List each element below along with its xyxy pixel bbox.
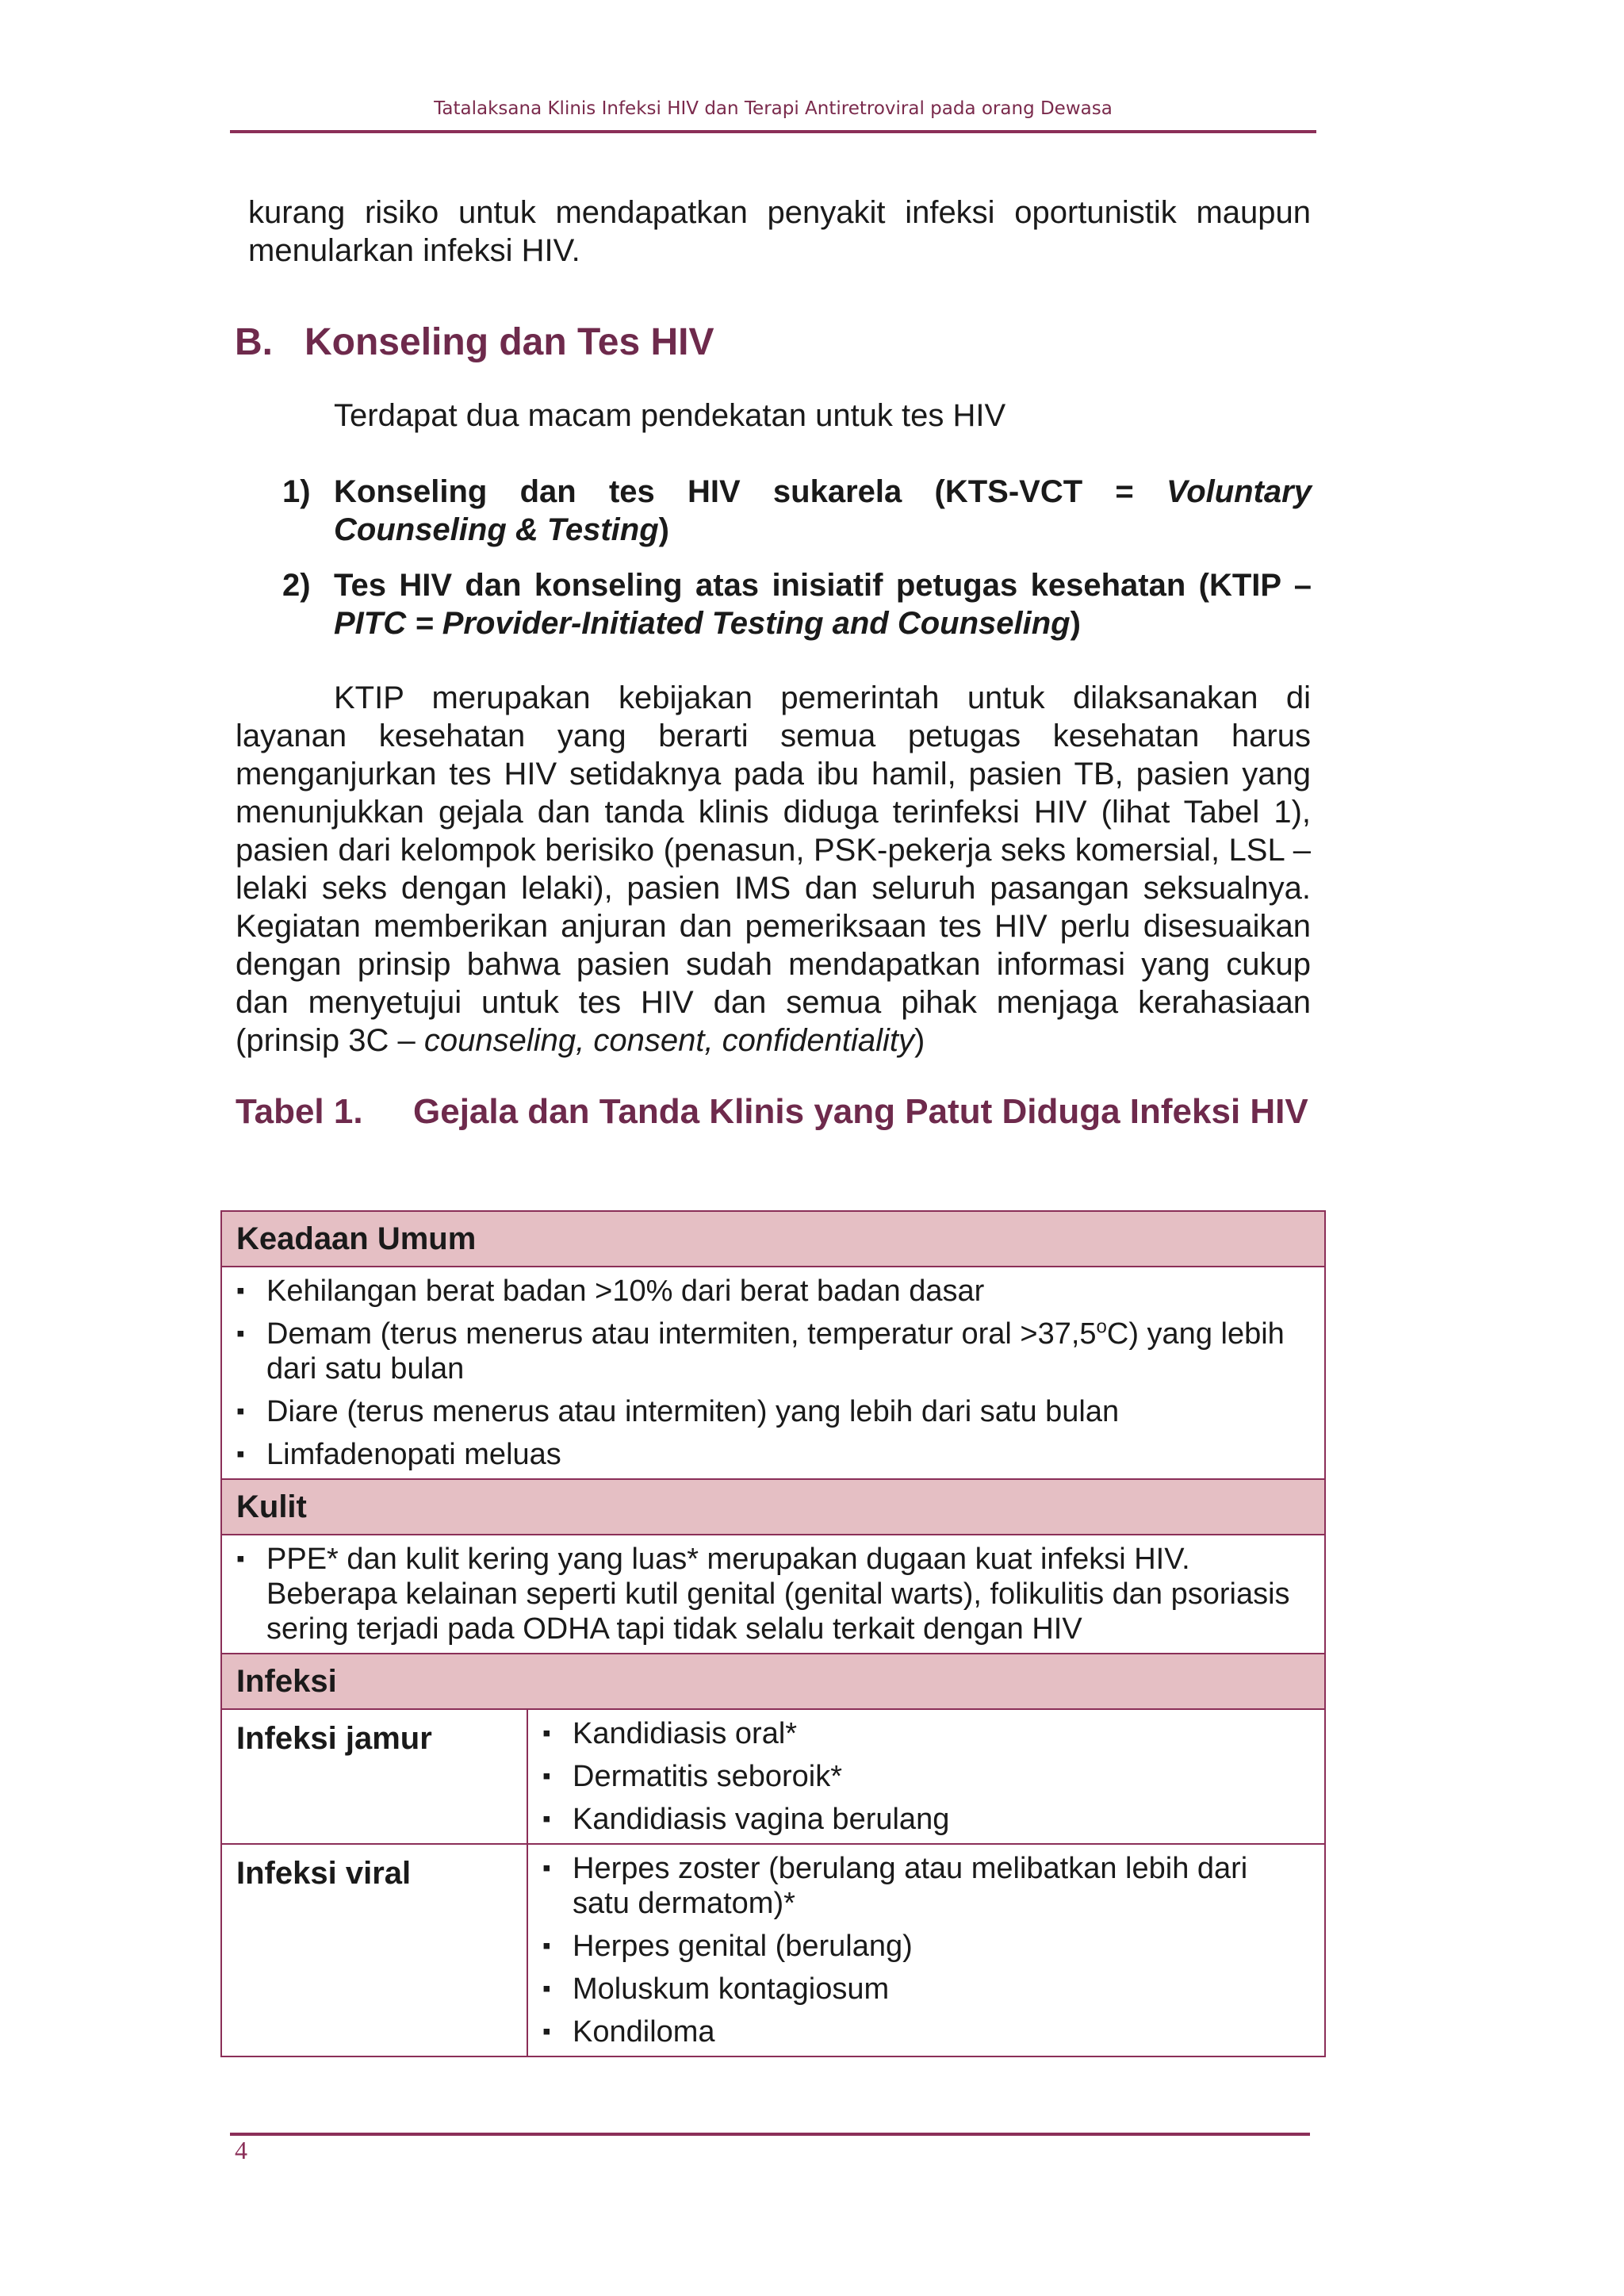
intro-text: Terdapat dua macam pendekatan untuk tes HIV (334, 398, 1006, 433)
table-section-body (221, 1535, 1325, 1654)
approach-item (282, 566, 1312, 642)
list-item: ▪ Herpes genital (berulang) (542, 1929, 1310, 1964)
list-item: ▪ Dermatitis seboroik* (542, 1759, 1310, 1794)
list-item: ▪ Kondiloma (542, 2014, 1310, 2049)
footer-rule (230, 2133, 1310, 2136)
list-item: ▪ Demam (terus menerus atau intermiten, temperatur oral $>37,5^oC$) yang lebih dari satu bulan (236, 1317, 1310, 1386)
row-label: Infeksi jamur (221, 1709, 527, 1844)
bullet-list (236, 1542, 1310, 1646)
section-title: Konseling dan Tes HIV (304, 321, 714, 363)
header-rule (230, 130, 1316, 133)
bullet-list (236, 1274, 1310, 1472)
symptom-table (220, 1210, 1326, 2057)
approach-item (282, 473, 1312, 549)
list-item: ▪ Kandidiasis oral* (542, 1716, 1310, 1751)
continuation-paragraph: kurang risiko untuk mendapatkan penyakit infeksi oportunistik maupun menularkan infeksi HIV. (248, 195, 1311, 268)
section-number: B. (235, 321, 273, 363)
table-section-header: Keadaan Umum (221, 1211, 1325, 1267)
approach-number: 1) (282, 474, 311, 509)
approach-number: 2) (282, 568, 311, 603)
table-section-body (221, 1267, 1325, 1479)
approach-text: Tes HIV dan konseling atas inisiatif petugas kesehatan (KTIP – PITC = Provider-Initiated Testing and Counseling) (334, 568, 1312, 641)
page-number: 4 (235, 2136, 247, 2164)
list-item: ▪ Herpes zoster (berulang atau melibatkan lebih dari satu dermatom)* (542, 1851, 1310, 1921)
list-item: ▪ Kandidiasis vagina berulang (542, 1802, 1310, 1837)
row-items (527, 1709, 1325, 1844)
bullet-list (542, 1716, 1310, 1837)
bullet-list (542, 1851, 1310, 2049)
approach-text: Konseling dan tes HIV sukarela (KTS-VCT = Voluntary Counseling & Testing) (334, 474, 1312, 547)
section-heading (235, 320, 714, 364)
list-item: ▪ Kehilangan berat badan >10% dari berat badan dasar (236, 1274, 1310, 1309)
list-item: ▪ Diare (terus menerus atau intermiten) yang lebih dari satu bulan (236, 1394, 1310, 1429)
row-label: Infeksi viral (221, 1844, 527, 2056)
table-section-header: Kulit (221, 1479, 1325, 1535)
ktip-paragraph: KTIP merupakan kebijakan pemerintah untuk dilaksanakan di layanan kesehatan yang berarti semua petugas kesehatan harus menganjurkan tes HIV setidaknya pada ibu hamil, pasien TB, pasien yang menunjukkan gejala dan tanda klinis diduga terinfeksi HIV (lihat Tabel 1), pasien dari kelompok berisiko (penasun, PSK-pekerja seks komersial, LSL – lelaki seks dengan lelaki), pasien IMS dan seluruh pasangan seksualnya. Kegiatan memberikan anjuran dan pemeriksaan tes HIV perlu disesuaikan dengan prinsip bahwa pasien sudah mendapatkan informasi yang cukup dan menyetujui untuk tes HIV dan semua pihak menjaga kerahasiaan (prinsip 3C – counseling, consent, confidentiality) (236, 680, 1311, 1058)
table-title: Gejala dan Tanda Klinis yang Patut Diduga Infeksi HIV (413, 1092, 1308, 1131)
list-item: ▪ Limfadenopati meluas (236, 1437, 1310, 1472)
table-section-header: Infeksi (221, 1654, 1325, 1709)
running-header: Tatalaksana Klinis Infeksi HIV dan Terapi Antiretroviral pada orang Dewasa (434, 98, 1113, 119)
list-item: ▪ PPE* dan kulit kering yang luas* merupakan dugaan kuat infeksi HIV. Beberapa kelainan seperti kutil genital (genital warts), folikulitis dan psoriasis sering terjadi pada ODHA tapi tidak selalu terkait dengan HIV (236, 1542, 1310, 1646)
table-label: Tabel 1. (236, 1092, 363, 1131)
list-item: ▪ Moluskum kontagiosum (542, 1972, 1310, 2007)
row-items (527, 1844, 1325, 2056)
